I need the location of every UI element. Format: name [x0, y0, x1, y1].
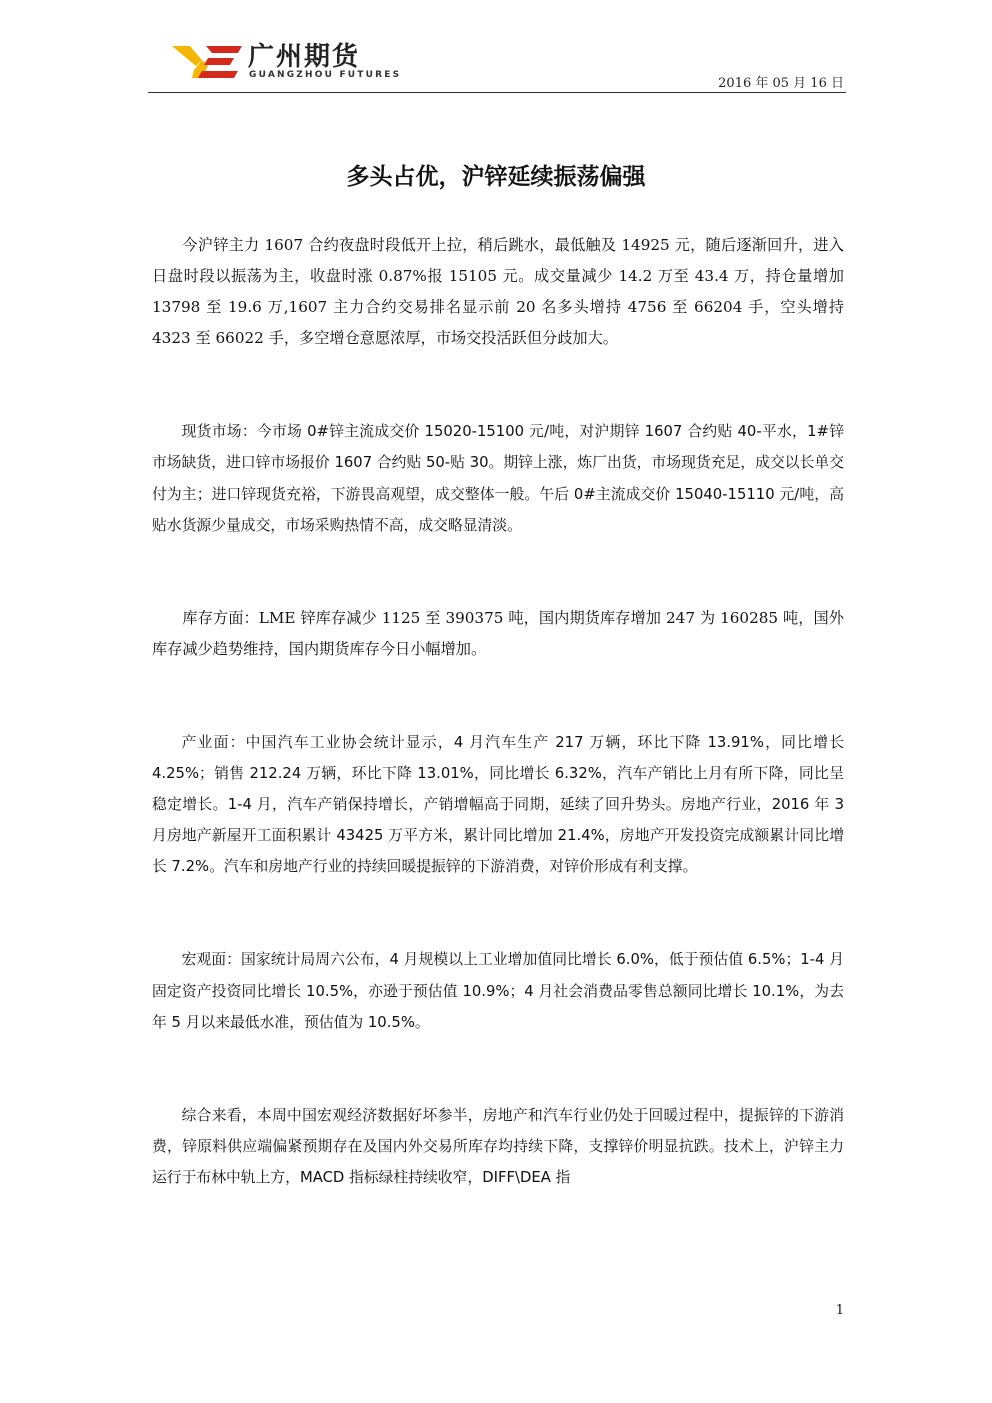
page-number: 1	[835, 1303, 844, 1318]
report-date: 2016 年 05 月 16 日	[718, 76, 844, 91]
guangzhou-futures-logo-icon	[172, 40, 242, 80]
paragraph-macro: 宏观面：国家统计局周六公布，4 月规模以上工业增加值同比增长 6.0%，低于预估值 6.5%；1-4 月固定资产投资同比增长 10.5%，亦逊于预估值 10.9%；4 月社会消费品零售总额同比增长 10.1%，为去年 5 月以来最低水准，预估值为 10.5%。	[152, 951, 844, 1031]
paragraph-industry: 产业面：中国汽车工业协会统计显示，4 月汽车生产 217 万辆，环比下降 13.91%，同比增长 4.25%；销售 212.24 万辆，环比下降 13.01%，同比增长 6.32%，汽车产销比上月有所下降，同比呈稳定增长。1-4 月，汽车产销保持增长，产销增幅高于同期，延续了回升势头。房地产行业，2016 年 3 月房地产新屋开工面积累计 43425 万平方米，累计同比增加 21.4%，房地产开发投资完成额累计同比增长 7.2%。汽车和房地产行业的持续回暖提振锌的下游消费，对锌价形成有利支撑。	[152, 733, 844, 876]
paragraph-inventory: 库存方面：LME 锌库存减少 1125 至 390375 吨，国内期货库存增加 247 为 160285 吨，国外库存减少趋势维持，国内期货库存今日小幅增加。	[152, 608, 844, 658]
paragraph-market-summary: 今沪锌主力 1607 合约夜盘时段低开上拉，稍后跳水，最低触及 14925 元，随后逐渐回升，进入日盘时段以振荡为主，收盘时涨 0.87%报 15105 元。成交量减少 14.2 万至 43.4 万，持仓量增加 13798 至 19.6 万,1607 主力合约交易排名显示前 20 名多头增持 4756 至 66204 手，空头增持 4323 至 66022 手，多空增仓意愿浓厚，市场交投活跃但分歧加大。	[152, 236, 844, 348]
logo-text-cn: 广州期货	[248, 42, 361, 72]
header-divider	[148, 92, 846, 93]
paragraph-spot-market: 现货市场：今市场 0#锌主流成交价 15020-15100 元/吨，对沪期锌 1607 合约贴 40-平水，1#锌市场缺货，进口锌市场报价 1607 合约贴 50-贴 30。期锌上涨，炼厂出货，市场现货充足，成交以长单交付为主；进口锌现货充裕，下游畏高观望，成交整体一般。午后 0#主流成交价 15040-15110 元/吨，高贴水货源少量成交，市场采购热情不高，成交略显清淡。	[152, 423, 844, 534]
paragraph-conclusion: 综合来看，本周中国宏观经济数据好坏参半，房地产和汽车行业仍处于回暖过程中，提振锌的下游消费，锌原料供应端偏紧预期存在及国内外交易所库存均持续下降，支撑锌价明显抗跌。技术上，沪锌主力运行于布林中轨上方，MACD 指标绿柱持续收窄，DIFF\DEA 指	[152, 1106, 844, 1186]
article-body	[152, 230, 844, 1255]
logo-text-en: GUANGZHOU FUTURES	[249, 70, 402, 80]
page-title: 多头占优，沪锌延续振荡偏强	[346, 164, 646, 190]
page-header	[150, 36, 846, 96]
